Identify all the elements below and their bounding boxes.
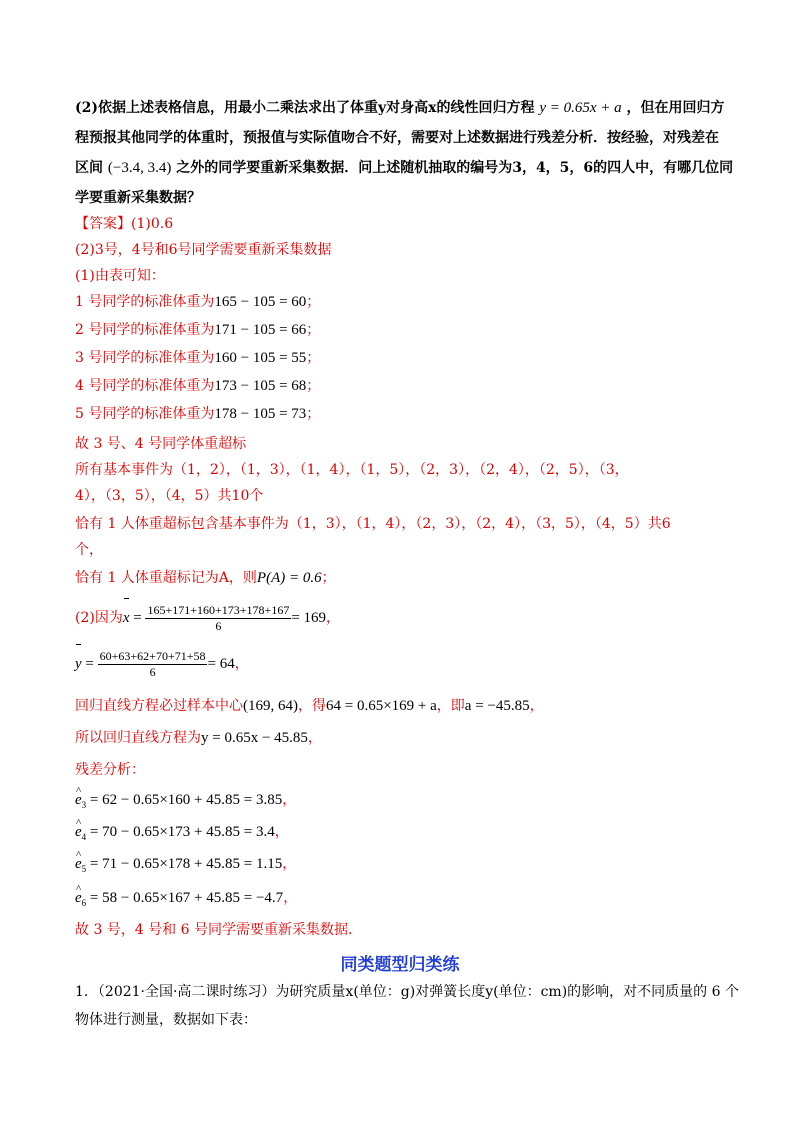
std-weight-eq: 160 − 105 = 55 bbox=[214, 350, 307, 366]
residual-index: 3 bbox=[81, 800, 87, 810]
xbar-line: (2)因为x = $\frac{165+171+160+173+178+167}{6}$ = 169， bbox=[75, 598, 340, 638]
question-line-4: 学要重新采集数据？ bbox=[75, 190, 201, 206]
exact-line-1: 恰有 1 人体重超标包含基本事件为（1，3），（1，4），（2，3），（2，4），（3，5），（4，5）共6 bbox=[75, 516, 671, 532]
std-weight-eq: 178 − 105 = 73 bbox=[214, 406, 307, 422]
question-text: (2)依据上述表格信息，用最小二乘法求出了体重y对身高x的线性回归方程 bbox=[75, 100, 535, 116]
xbar-numerator: 165+171+160+173+178+167 bbox=[147, 602, 290, 617]
residual-5 bbox=[75, 854, 296, 879]
punct: ， bbox=[282, 856, 297, 872]
solution-intro: (1)由表可知： bbox=[75, 268, 165, 284]
center-text: ，即 bbox=[436, 698, 465, 714]
residual-3 bbox=[75, 790, 296, 815]
punct: ， bbox=[282, 792, 297, 808]
residual-label: 残差分析： bbox=[75, 762, 145, 778]
xbar-fraction bbox=[145, 603, 291, 634]
std-weight-label: 1 号同学的标准体重为 bbox=[75, 294, 215, 310]
overweight-line: 故 3 号、4 号同学体重超标 bbox=[75, 436, 247, 452]
xbar-label: (2)因为 bbox=[75, 610, 123, 626]
std-weight-5 bbox=[75, 404, 320, 424]
question-text: 之外的同学要重新采集数据．问上述随机抽取的编号为3，4，5，6的四人中，有哪几位同 bbox=[176, 160, 734, 176]
question-text: ，但在用回归方 bbox=[626, 100, 725, 116]
residual-symbol: ^ e bbox=[75, 888, 82, 908]
question-line-1 bbox=[75, 98, 725, 118]
xbar-result: = 169 bbox=[291, 610, 327, 626]
std-weight-1 bbox=[75, 292, 320, 312]
sample-center: (169, 64) bbox=[243, 698, 298, 714]
punct: ； bbox=[306, 294, 321, 310]
punct: ， bbox=[274, 824, 289, 840]
events-line-2: 4），（3，5），（4，5）共10个 bbox=[75, 488, 264, 504]
ybar-line: y = $\frac{60+63+62+70+71+58}{6}$ = 64， bbox=[75, 644, 249, 684]
residual-index: 6 bbox=[81, 898, 87, 908]
residual-6 bbox=[75, 888, 297, 913]
center-line bbox=[75, 696, 544, 716]
std-weight-label: 3 号同学的标准体重为 bbox=[75, 350, 215, 366]
std-weight-eq: 171 − 105 = 66 bbox=[214, 322, 307, 338]
prob-equation: P(A) = 0.6 bbox=[256, 570, 322, 586]
std-weight-label: 2 号同学的标准体重为 bbox=[75, 322, 215, 338]
conclusion-line: 故 3 号，4 号和 6 号同学需要重新采集数据. bbox=[75, 922, 353, 938]
regression-result: y = 0.65x − 45.85 bbox=[201, 730, 308, 746]
residual-symbol: ^ e bbox=[75, 790, 82, 810]
std-weight-4 bbox=[75, 376, 320, 396]
residual-index: 5 bbox=[81, 864, 87, 874]
exact-line-2: 个， bbox=[75, 542, 103, 558]
regression-label: 所以回归直线方程为 bbox=[75, 730, 201, 746]
ybar-result: = 64 bbox=[207, 656, 235, 672]
punct: ； bbox=[306, 322, 321, 338]
residual-equation: = 62 − 0.65×160 + 45.85 = 3.85 bbox=[89, 792, 283, 808]
intercept-equation: a = −45.85 bbox=[464, 698, 530, 714]
residual-equation: = 70 − 0.65×173 + 45.85 = 3.4 bbox=[89, 824, 275, 840]
std-weight-label: 4 号同学的标准体重为 bbox=[75, 378, 215, 394]
punct: ； bbox=[321, 570, 336, 586]
section-heading: 同类题型归类练 bbox=[340, 955, 460, 975]
ybar-symbol: y bbox=[75, 644, 82, 684]
exercise-line-2: 物体进行测量，数据如下表： bbox=[75, 1012, 257, 1028]
exercise-line-1: 1．（2021·全国·高二课时练习）为研究质量x(单位：g)对弹簧长度y(单位：cm)的影响，对不同质量的 6 个 bbox=[75, 984, 739, 1000]
residual-index: 4 bbox=[81, 832, 87, 842]
question-text: 区间 bbox=[75, 160, 103, 176]
punct: ； bbox=[306, 406, 321, 422]
std-weight-3 bbox=[75, 348, 320, 368]
ybar-denominator: 6 bbox=[149, 664, 156, 679]
residual-symbol: ^ e bbox=[75, 854, 82, 874]
regression-equation: y = 0.65x + a bbox=[539, 100, 622, 116]
probability-line bbox=[75, 568, 336, 588]
punct: ， bbox=[307, 730, 322, 746]
regression-line bbox=[75, 728, 322, 748]
center-text: ，得 bbox=[298, 698, 326, 714]
punct: ； bbox=[306, 350, 321, 366]
punct: ； bbox=[306, 378, 321, 394]
ybar-numerator: 60+63+62+70+71+58 bbox=[99, 648, 206, 663]
xbar-symbol: x bbox=[123, 598, 130, 638]
answer-1: (1)0.6 bbox=[131, 216, 174, 232]
interval: (−3.4, 3.4) bbox=[107, 160, 172, 176]
ybar-fraction bbox=[98, 649, 208, 680]
prob-label: 恰有 1 人体重超标记为A，则 bbox=[75, 570, 257, 586]
residual-symbol: ^ e bbox=[75, 822, 82, 842]
punct: ， bbox=[283, 890, 298, 906]
punct: ， bbox=[529, 698, 544, 714]
residual-equation: = 58 − 0.65×167 + 45.85 = −4.7 bbox=[89, 890, 284, 906]
residual-4 bbox=[75, 822, 289, 847]
std-weight-2 bbox=[75, 320, 320, 340]
residual-equation: = 71 − 0.65×178 + 45.85 = 1.15 bbox=[89, 856, 283, 872]
xbar-denominator: 6 bbox=[215, 618, 222, 633]
events-line-1: 所有基本事件为（1，2），（1，3），（1，4），（1，5），（2，3），（2，4），（2，5），（3， bbox=[75, 462, 629, 478]
question-line-3 bbox=[75, 158, 733, 178]
answer-label: 【答案】 bbox=[75, 216, 131, 232]
std-weight-label: 5 号同学的标准体重为 bbox=[75, 406, 215, 422]
center-label: 回归直线方程必过样本中心 bbox=[75, 698, 243, 714]
std-weight-eq: 173 − 105 = 68 bbox=[214, 378, 307, 394]
std-weight-eq: 165 − 105 = 60 bbox=[214, 294, 307, 310]
answer-line-1 bbox=[75, 214, 173, 234]
question-line-2: 程预报其他同学的体重时，预报值与实际值吻合不好，需要对上述数据进行残差分析．按经验，对残差在 bbox=[75, 130, 719, 146]
answer-line-2: (2)3号，4号和6号同学需要重新采集数据 bbox=[75, 242, 332, 258]
center-equation: 64 = 0.65×169 + a bbox=[326, 698, 437, 714]
